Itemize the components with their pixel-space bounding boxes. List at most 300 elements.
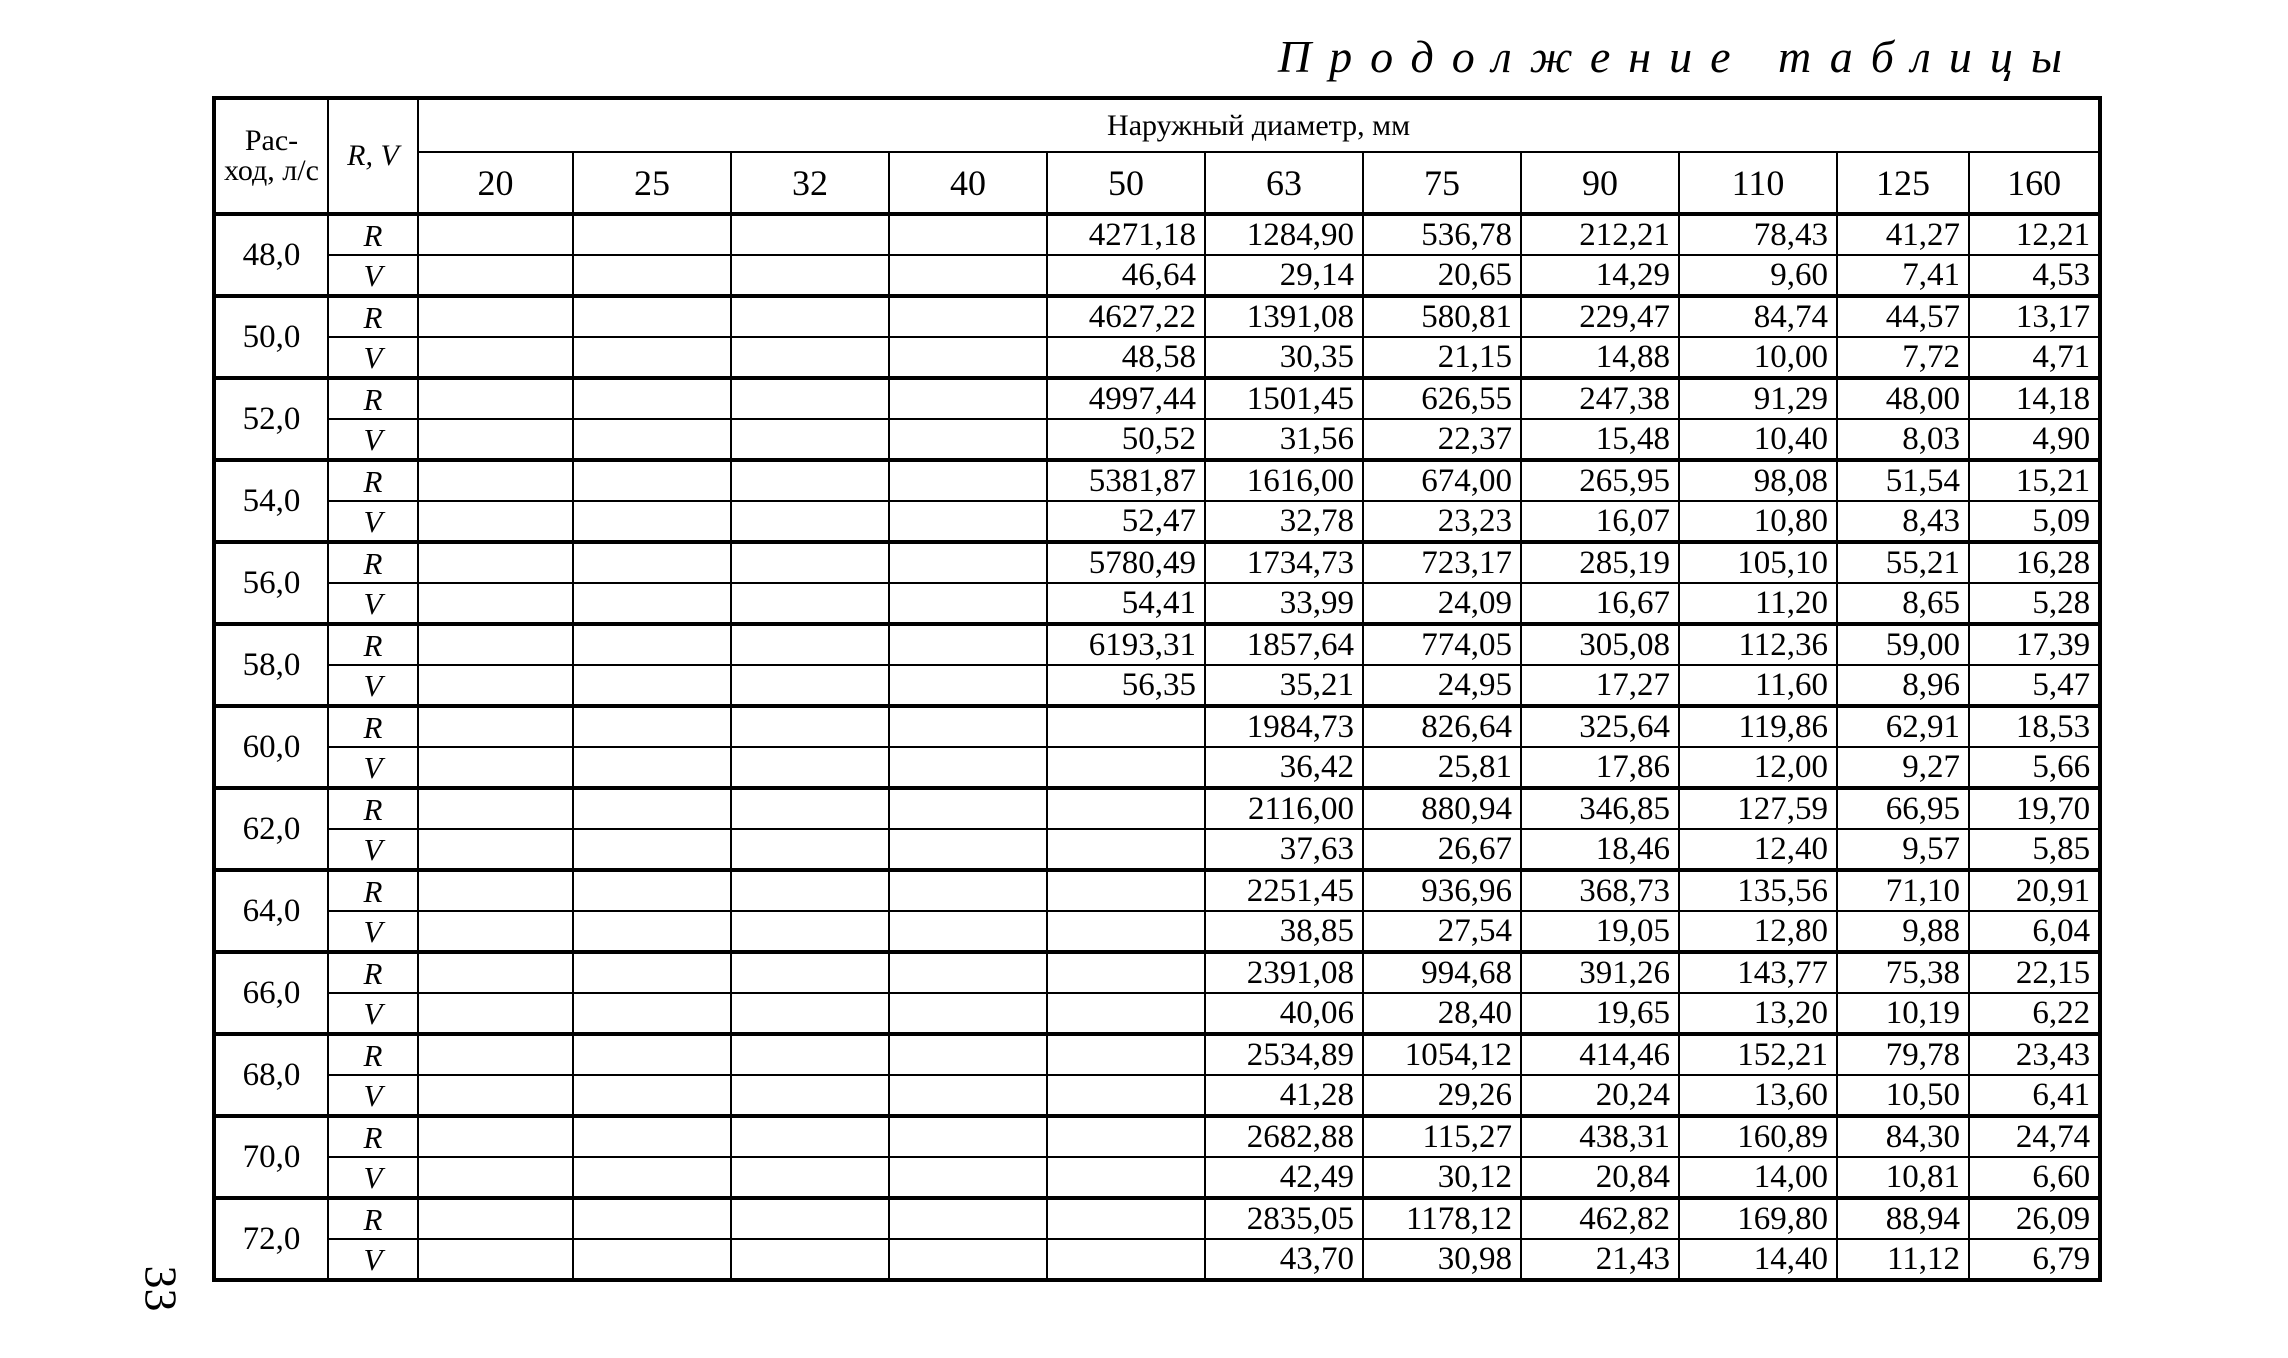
velocity-value-cell	[731, 419, 889, 460]
table-row	[214, 747, 2100, 788]
resistance-value-cell: 98,08	[1679, 460, 1837, 501]
resistance-value-cell	[573, 952, 731, 993]
resistance-value-cell: 135,56	[1679, 870, 1837, 911]
r-label-cell: R	[328, 1116, 418, 1157]
table-row	[214, 542, 2100, 583]
velocity-value-cell	[573, 419, 731, 460]
resistance-value-cell: 5381,87	[1047, 460, 1205, 501]
resistance-value-cell	[418, 542, 573, 583]
velocity-value-cell: 16,67	[1521, 583, 1679, 624]
resistance-value-cell: 325,64	[1521, 706, 1679, 747]
resistance-value-cell: 674,00	[1363, 460, 1521, 501]
velocity-value-cell: 10,50	[1837, 1075, 1969, 1116]
resistance-value-cell	[889, 378, 1047, 419]
v-label-cell: V	[328, 911, 418, 952]
resistance-value-cell: 1501,45	[1205, 378, 1363, 419]
resistance-value-cell: 127,59	[1679, 788, 1837, 829]
velocity-value-cell	[1047, 1157, 1205, 1198]
velocity-value-cell: 23,23	[1363, 501, 1521, 542]
resistance-value-cell	[573, 706, 731, 747]
resistance-value-cell	[1047, 1116, 1205, 1157]
velocity-value-cell	[573, 1239, 731, 1280]
resistance-value-cell: 305,08	[1521, 624, 1679, 665]
resistance-value-cell: 51,54	[1837, 460, 1969, 501]
resistance-value-cell	[418, 460, 573, 501]
velocity-value-cell: 40,06	[1205, 993, 1363, 1034]
velocity-value-cell: 4,90	[1969, 419, 2100, 460]
velocity-value-cell	[731, 501, 889, 542]
resistance-value-cell: 4627,22	[1047, 296, 1205, 337]
table-row	[214, 1116, 2100, 1157]
resistance-value-cell: 4997,44	[1047, 378, 1205, 419]
velocity-value-cell: 20,65	[1363, 255, 1521, 296]
table-row	[214, 624, 2100, 665]
velocity-value-cell: 5,09	[1969, 501, 2100, 542]
resistance-value-cell: 105,10	[1679, 542, 1837, 583]
resistance-value-cell	[573, 1034, 731, 1075]
velocity-value-cell: 6,22	[1969, 993, 2100, 1034]
resistance-value-cell	[418, 624, 573, 665]
velocity-value-cell: 8,65	[1837, 583, 1969, 624]
resistance-value-cell	[573, 378, 731, 419]
resistance-value-cell	[889, 706, 1047, 747]
velocity-value-cell: 16,07	[1521, 501, 1679, 542]
resistance-value-cell	[418, 1034, 573, 1075]
resistance-value-cell: 17,39	[1969, 624, 2100, 665]
velocity-value-cell	[1047, 911, 1205, 952]
v-label-cell: V	[328, 501, 418, 542]
resistance-value-cell: 285,19	[1521, 542, 1679, 583]
velocity-value-cell: 32,78	[1205, 501, 1363, 542]
resistance-value-cell: 16,28	[1969, 542, 2100, 583]
velocity-value-cell	[418, 255, 573, 296]
diameter-col-header: 50	[1047, 152, 1205, 214]
resistance-value-cell	[731, 706, 889, 747]
table-row	[214, 911, 2100, 952]
velocity-value-cell	[731, 255, 889, 296]
flow-rate-cell: 50,0	[214, 296, 328, 378]
velocity-value-cell: 38,85	[1205, 911, 1363, 952]
velocity-value-cell	[889, 583, 1047, 624]
v-label-cell: V	[328, 583, 418, 624]
velocity-value-cell	[1047, 747, 1205, 788]
velocity-value-cell	[573, 501, 731, 542]
flow-rate-cell: 52,0	[214, 378, 328, 460]
table-header	[214, 98, 2100, 214]
velocity-value-cell	[573, 993, 731, 1034]
velocity-value-cell	[418, 419, 573, 460]
resistance-value-cell: 62,91	[1837, 706, 1969, 747]
velocity-value-cell	[573, 1075, 731, 1116]
r-label-cell: R	[328, 624, 418, 665]
resistance-value-cell: 75,38	[1837, 952, 1969, 993]
resistance-value-cell: 265,95	[1521, 460, 1679, 501]
resistance-value-cell: 2251,45	[1205, 870, 1363, 911]
velocity-value-cell: 21,15	[1363, 337, 1521, 378]
resistance-value-cell	[731, 788, 889, 829]
velocity-value-cell: 6,60	[1969, 1157, 2100, 1198]
r-label-cell: R	[328, 952, 418, 993]
table-row	[214, 665, 2100, 706]
velocity-value-cell	[889, 1075, 1047, 1116]
velocity-value-cell: 10,19	[1837, 993, 1969, 1034]
resistance-value-cell: 536,78	[1363, 214, 1521, 255]
resistance-value-cell: 66,95	[1837, 788, 1969, 829]
resistance-value-cell: 1391,08	[1205, 296, 1363, 337]
velocity-value-cell	[573, 829, 731, 870]
resistance-value-cell: 55,21	[1837, 542, 1969, 583]
velocity-value-cell	[731, 911, 889, 952]
resistance-value-cell: 774,05	[1363, 624, 1521, 665]
resistance-value-cell: 71,10	[1837, 870, 1969, 911]
page-number: 33	[135, 1265, 187, 1312]
resistance-value-cell: 346,85	[1521, 788, 1679, 829]
diameter-col-header: 160	[1969, 152, 2100, 214]
velocity-value-cell: 5,28	[1969, 583, 2100, 624]
table-row	[214, 829, 2100, 870]
velocity-value-cell	[418, 337, 573, 378]
resistance-value-cell	[889, 1198, 1047, 1239]
velocity-value-cell	[731, 583, 889, 624]
velocity-value-cell: 8,43	[1837, 501, 1969, 542]
resistance-value-cell: 826,64	[1363, 706, 1521, 747]
resistance-value-cell: 169,80	[1679, 1198, 1837, 1239]
resistance-value-cell: 78,43	[1679, 214, 1837, 255]
diameter-col-header: 110	[1679, 152, 1837, 214]
resistance-value-cell: 1284,90	[1205, 214, 1363, 255]
velocity-value-cell: 46,64	[1047, 255, 1205, 296]
flow-rate-cell: 68,0	[214, 1034, 328, 1116]
velocity-value-cell: 37,63	[1205, 829, 1363, 870]
velocity-value-cell: 11,12	[1837, 1239, 1969, 1280]
velocity-value-cell: 6,04	[1969, 911, 2100, 952]
diameter-header: Наружный диаметр, мм	[418, 98, 2100, 152]
resistance-value-cell: 44,57	[1837, 296, 1969, 337]
velocity-value-cell: 5,85	[1969, 829, 2100, 870]
velocity-value-cell: 42,49	[1205, 1157, 1363, 1198]
resistance-value-cell	[573, 296, 731, 337]
flow-rate-cell: 62,0	[214, 788, 328, 870]
velocity-value-cell: 11,60	[1679, 665, 1837, 706]
table-row	[214, 993, 2100, 1034]
resistance-value-cell: 936,96	[1363, 870, 1521, 911]
velocity-value-cell: 14,40	[1679, 1239, 1837, 1280]
resistance-value-cell	[573, 870, 731, 911]
velocity-value-cell	[731, 1075, 889, 1116]
velocity-value-cell: 24,95	[1363, 665, 1521, 706]
resistance-value-cell	[731, 870, 889, 911]
velocity-value-cell: 14,00	[1679, 1157, 1837, 1198]
velocity-value-cell	[889, 501, 1047, 542]
velocity-value-cell: 13,60	[1679, 1075, 1837, 1116]
velocity-value-cell	[731, 1157, 889, 1198]
flow-rate-cell: 56,0	[214, 542, 328, 624]
resistance-value-cell	[573, 460, 731, 501]
velocity-value-cell: 52,47	[1047, 501, 1205, 542]
flow-rate-cell: 58,0	[214, 624, 328, 706]
resistance-value-cell	[731, 1198, 889, 1239]
resistance-value-cell	[573, 1116, 731, 1157]
table-row	[214, 788, 2100, 829]
velocity-value-cell: 28,40	[1363, 993, 1521, 1034]
resistance-value-cell: 880,94	[1363, 788, 1521, 829]
resistance-value-cell: 15,21	[1969, 460, 2100, 501]
velocity-value-cell: 29,26	[1363, 1075, 1521, 1116]
velocity-value-cell	[889, 747, 1047, 788]
resistance-value-cell: 152,21	[1679, 1034, 1837, 1075]
velocity-value-cell	[418, 829, 573, 870]
r-label-cell: R	[328, 706, 418, 747]
resistance-value-cell: 12,21	[1969, 214, 2100, 255]
v-label-cell: V	[328, 747, 418, 788]
hydraulic-table	[212, 96, 2102, 1282]
velocity-value-cell	[573, 337, 731, 378]
velocity-value-cell: 56,35	[1047, 665, 1205, 706]
velocity-value-cell: 17,86	[1521, 747, 1679, 788]
resistance-value-cell	[1047, 952, 1205, 993]
velocity-value-cell: 14,88	[1521, 337, 1679, 378]
resistance-value-cell: 48,00	[1837, 378, 1969, 419]
velocity-value-cell: 10,40	[1679, 419, 1837, 460]
resistance-value-cell	[418, 952, 573, 993]
r-label-cell: R	[328, 378, 418, 419]
resistance-value-cell	[731, 624, 889, 665]
flow-rate-cell: 66,0	[214, 952, 328, 1034]
table-row	[214, 706, 2100, 747]
velocity-value-cell: 5,47	[1969, 665, 2100, 706]
velocity-value-cell: 31,56	[1205, 419, 1363, 460]
velocity-value-cell: 4,71	[1969, 337, 2100, 378]
r-label-cell: R	[328, 542, 418, 583]
resistance-value-cell: 229,47	[1521, 296, 1679, 337]
velocity-value-cell: 10,00	[1679, 337, 1837, 378]
table-row	[214, 1198, 2100, 1239]
velocity-value-cell	[418, 583, 573, 624]
resistance-value-cell: 2835,05	[1205, 1198, 1363, 1239]
resistance-value-cell: 84,74	[1679, 296, 1837, 337]
resistance-value-cell: 6193,31	[1047, 624, 1205, 665]
resistance-value-cell: 1857,64	[1205, 624, 1363, 665]
velocity-value-cell	[418, 911, 573, 952]
velocity-value-cell: 17,27	[1521, 665, 1679, 706]
velocity-value-cell	[889, 337, 1047, 378]
v-label-cell: V	[328, 1075, 418, 1116]
diameter-col-header: 75	[1363, 152, 1521, 214]
table-continuation-caption: Продолжение таблицы	[1277, 31, 2080, 82]
resistance-value-cell	[889, 460, 1047, 501]
velocity-value-cell	[418, 665, 573, 706]
velocity-value-cell: 26,67	[1363, 829, 1521, 870]
resistance-value-cell: 24,74	[1969, 1116, 2100, 1157]
resistance-value-cell: 2682,88	[1205, 1116, 1363, 1157]
resistance-value-cell: 1734,73	[1205, 542, 1363, 583]
velocity-value-cell	[731, 993, 889, 1034]
resistance-value-cell: 91,29	[1679, 378, 1837, 419]
velocity-value-cell	[731, 665, 889, 706]
resistance-value-cell: 23,43	[1969, 1034, 2100, 1075]
flow-rate-cell: 64,0	[214, 870, 328, 952]
flow-rate-cell: 72,0	[214, 1198, 328, 1280]
resistance-value-cell	[731, 952, 889, 993]
velocity-value-cell: 41,28	[1205, 1075, 1363, 1116]
velocity-value-cell: 19,65	[1521, 993, 1679, 1034]
velocity-value-cell: 36,42	[1205, 747, 1363, 788]
resistance-value-cell	[573, 1198, 731, 1239]
v-label-cell: V	[328, 993, 418, 1034]
resistance-value-cell	[731, 296, 889, 337]
resistance-value-cell: 119,86	[1679, 706, 1837, 747]
resistance-value-cell	[418, 788, 573, 829]
velocity-value-cell	[418, 501, 573, 542]
resistance-value-cell: 2534,89	[1205, 1034, 1363, 1075]
flow-rate-cell: 70,0	[214, 1116, 328, 1198]
resistance-value-cell: 41,27	[1837, 214, 1969, 255]
velocity-value-cell: 35,21	[1205, 665, 1363, 706]
table-row	[214, 501, 2100, 542]
resistance-value-cell	[573, 624, 731, 665]
resistance-value-cell	[731, 1116, 889, 1157]
r-label-cell: R	[328, 1198, 418, 1239]
r-label-cell: R	[328, 296, 418, 337]
diameter-col-header: 63	[1205, 152, 1363, 214]
flow-rate-cell: 60,0	[214, 706, 328, 788]
velocity-value-cell: 7,41	[1837, 255, 1969, 296]
velocity-value-cell: 25,81	[1363, 747, 1521, 788]
resistance-value-cell	[418, 1116, 573, 1157]
v-label-cell: V	[328, 829, 418, 870]
resistance-value-cell: 22,15	[1969, 952, 2100, 993]
velocity-value-cell	[889, 993, 1047, 1034]
diameter-col-header: 32	[731, 152, 889, 214]
velocity-value-cell	[573, 255, 731, 296]
velocity-value-cell: 9,88	[1837, 911, 1969, 952]
resistance-value-cell: 14,18	[1969, 378, 2100, 419]
resistance-value-cell	[731, 214, 889, 255]
velocity-value-cell: 6,79	[1969, 1239, 2100, 1280]
velocity-value-cell	[731, 747, 889, 788]
resistance-value-cell: 391,26	[1521, 952, 1679, 993]
v-label-cell: V	[328, 419, 418, 460]
table-row	[214, 1239, 2100, 1280]
resistance-value-cell: 438,31	[1521, 1116, 1679, 1157]
resistance-value-cell: 13,17	[1969, 296, 2100, 337]
resistance-value-cell: 2116,00	[1205, 788, 1363, 829]
resistance-value-cell	[418, 296, 573, 337]
resistance-value-cell	[418, 706, 573, 747]
resistance-value-cell	[889, 214, 1047, 255]
resistance-value-cell	[1047, 788, 1205, 829]
resistance-value-cell: 19,70	[1969, 788, 2100, 829]
flow-rate-cell: 54,0	[214, 460, 328, 542]
resistance-value-cell	[889, 1034, 1047, 1075]
velocity-value-cell: 7,72	[1837, 337, 1969, 378]
resistance-value-cell: 26,09	[1969, 1198, 2100, 1239]
resistance-value-cell	[418, 214, 573, 255]
resistance-value-cell	[1047, 870, 1205, 911]
diameter-col-header: 40	[889, 152, 1047, 214]
velocity-value-cell	[573, 1157, 731, 1198]
velocity-value-cell: 12,00	[1679, 747, 1837, 788]
resistance-value-cell: 143,77	[1679, 952, 1837, 993]
velocity-value-cell: 24,09	[1363, 583, 1521, 624]
table-row	[214, 460, 2100, 501]
velocity-value-cell	[1047, 1239, 1205, 1280]
velocity-value-cell: 21,43	[1521, 1239, 1679, 1280]
diameter-col-header: 20	[418, 152, 573, 214]
table-row	[214, 1034, 2100, 1075]
table-row	[214, 1075, 2100, 1116]
resistance-value-cell	[889, 952, 1047, 993]
resistance-value-cell: 723,17	[1363, 542, 1521, 583]
resistance-value-cell	[889, 296, 1047, 337]
velocity-value-cell: 9,60	[1679, 255, 1837, 296]
resistance-value-cell	[889, 542, 1047, 583]
resistance-value-cell: 18,53	[1969, 706, 2100, 747]
resistance-value-cell: 4271,18	[1047, 214, 1205, 255]
table-row	[214, 296, 2100, 337]
velocity-value-cell: 22,37	[1363, 419, 1521, 460]
velocity-value-cell	[889, 829, 1047, 870]
velocity-value-cell	[731, 337, 889, 378]
velocity-value-cell	[889, 1157, 1047, 1198]
table-row	[214, 214, 2100, 255]
velocity-value-cell: 10,80	[1679, 501, 1837, 542]
velocity-value-cell: 27,54	[1363, 911, 1521, 952]
velocity-value-cell: 15,48	[1521, 419, 1679, 460]
resistance-value-cell	[1047, 1198, 1205, 1239]
resistance-value-cell: 247,38	[1521, 378, 1679, 419]
resistance-value-cell	[418, 870, 573, 911]
r-label-cell: R	[328, 1034, 418, 1075]
velocity-value-cell: 11,20	[1679, 583, 1837, 624]
resistance-value-cell: 160,89	[1679, 1116, 1837, 1157]
resistance-value-cell	[731, 1034, 889, 1075]
velocity-value-cell: 5,66	[1969, 747, 2100, 788]
table-row	[214, 583, 2100, 624]
velocity-value-cell	[573, 583, 731, 624]
v-label-cell: V	[328, 255, 418, 296]
rv-column-header: R, V	[328, 98, 418, 214]
velocity-value-cell	[573, 911, 731, 952]
resistance-value-cell: 580,81	[1363, 296, 1521, 337]
resistance-value-cell: 115,27	[1363, 1116, 1521, 1157]
r-label-cell: R	[328, 460, 418, 501]
velocity-value-cell: 12,40	[1679, 829, 1837, 870]
flow-column-header: Рас- ход, л/с	[214, 98, 328, 214]
table-row	[214, 419, 2100, 460]
resistance-value-cell: 84,30	[1837, 1116, 1969, 1157]
resistance-value-cell: 626,55	[1363, 378, 1521, 419]
table-row	[214, 952, 2100, 993]
velocity-value-cell: 8,03	[1837, 419, 1969, 460]
flow-rate-cell: 48,0	[214, 214, 328, 296]
velocity-value-cell	[889, 1239, 1047, 1280]
velocity-value-cell	[418, 993, 573, 1034]
resistance-value-cell: 88,94	[1837, 1198, 1969, 1239]
resistance-value-cell	[889, 870, 1047, 911]
r-label-cell: R	[328, 788, 418, 829]
velocity-value-cell: 8,96	[1837, 665, 1969, 706]
resistance-value-cell	[731, 542, 889, 583]
table-row	[214, 255, 2100, 296]
v-label-cell: V	[328, 337, 418, 378]
resistance-value-cell	[573, 214, 731, 255]
resistance-value-cell	[1047, 706, 1205, 747]
resistance-value-cell: 59,00	[1837, 624, 1969, 665]
velocity-value-cell: 18,46	[1521, 829, 1679, 870]
resistance-value-cell: 1616,00	[1205, 460, 1363, 501]
resistance-value-cell	[889, 624, 1047, 665]
